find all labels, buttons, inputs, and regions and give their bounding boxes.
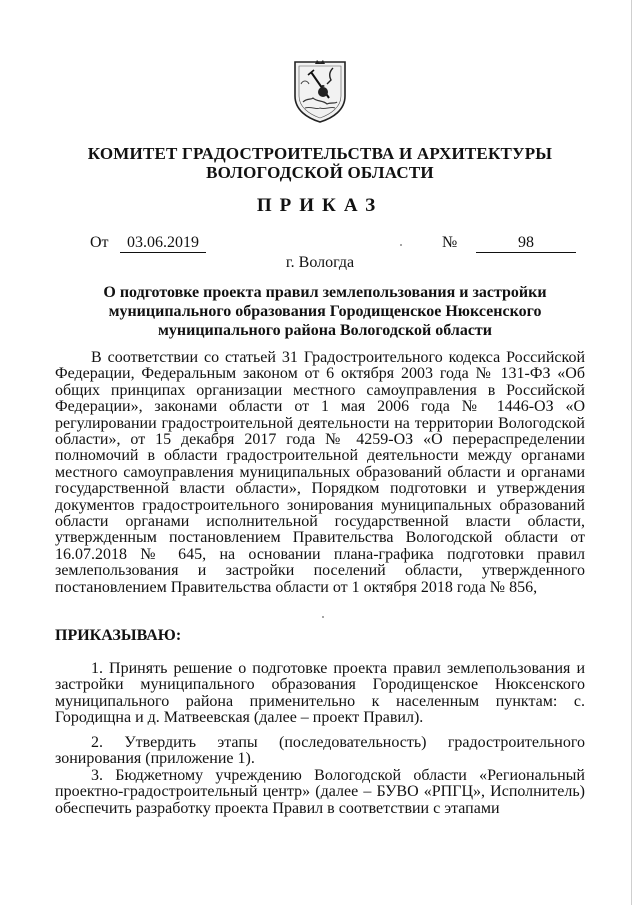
org-name-line-2: ВОЛОГОДСКОЙ ОБЛАСТИ	[206, 163, 434, 182]
coat-of-arms-vologda-icon	[289, 58, 351, 124]
order-item-3: 3. Бюджетному учреждению Вологодской области «Региональный проектно-градостроительный центр» (далее – БУВО «РПГЦ», Исполнитель) обеспечить разработку проекта Правил в соответствии с этапами	[55, 767, 585, 817]
heading-line: муниципального района Вологодской области	[157, 322, 492, 339]
date-label: От	[90, 234, 109, 251]
order-word: ПРИКАЗЫВАЮ:	[55, 627, 182, 644]
heading-line: муниципального образования Городищенское Нюксенского	[108, 303, 542, 320]
city-name: г. Вологда	[285, 254, 355, 271]
document-heading	[90, 283, 560, 340]
date-value: 03.06.2019	[120, 234, 206, 253]
order-item-2: 2. Утвердить этапы (последовательность) градостроительного зонирования (приложение 1).	[55, 734, 585, 768]
number-value: 98	[476, 234, 576, 253]
scan-speck	[322, 616, 324, 618]
page-edge-line	[631, 0, 632, 905]
org-name-line-1: КОМИТЕТ ГРАДОСТРОИТЕЛЬСТВА И АРХИТЕКТУРЫ	[87, 144, 553, 163]
intro-paragraph: В соответствии со статьей 31 Градостроительного кодекса Российской Федерации, Федеральным законом от 6 октября 2003 года № 131-ФЗ «Об общих принципах организации местного самоуправления в Российской Федерации», законами области от 1 мая 2006 года № 1446-ОЗ «О регулировании градостроительной деятельности на территории Вологодской области», от 15 декабря 2017 года № 4259-ОЗ «О перераспределении полномочий в области градостроительной деятельности между органами местного самоуправления муниципальных образований области и органами государственной власти области», Порядком подготовки и утверждения документов градостроительного зонирования муниципальных образований области органами исполнительной государственной власти области, утвержденным постановлением Правительства Вологодской области от 16.07.2018 № 645, на основании плана-графика подготовки правил землепользования и застройки поселений области, утвержденного постановлением Правительства области от 1 октября 2018 года № 856,	[55, 349, 585, 596]
order-item-1: 1. Принять решение о подготовке проекта правил землепользования и застройки муниципального образования Городищенское Нюксенского муниципального района применительно к населенным пунктам: с. Городищна и д. Матвеевская (далее – проект Правил).	[55, 660, 585, 727]
scan-speck	[400, 244, 402, 246]
heading-line: О подготовке проекта правил землепользования и застройки	[103, 284, 547, 301]
number-label: №	[442, 234, 458, 251]
document-type-title: ПРИКАЗ	[256, 195, 384, 216]
